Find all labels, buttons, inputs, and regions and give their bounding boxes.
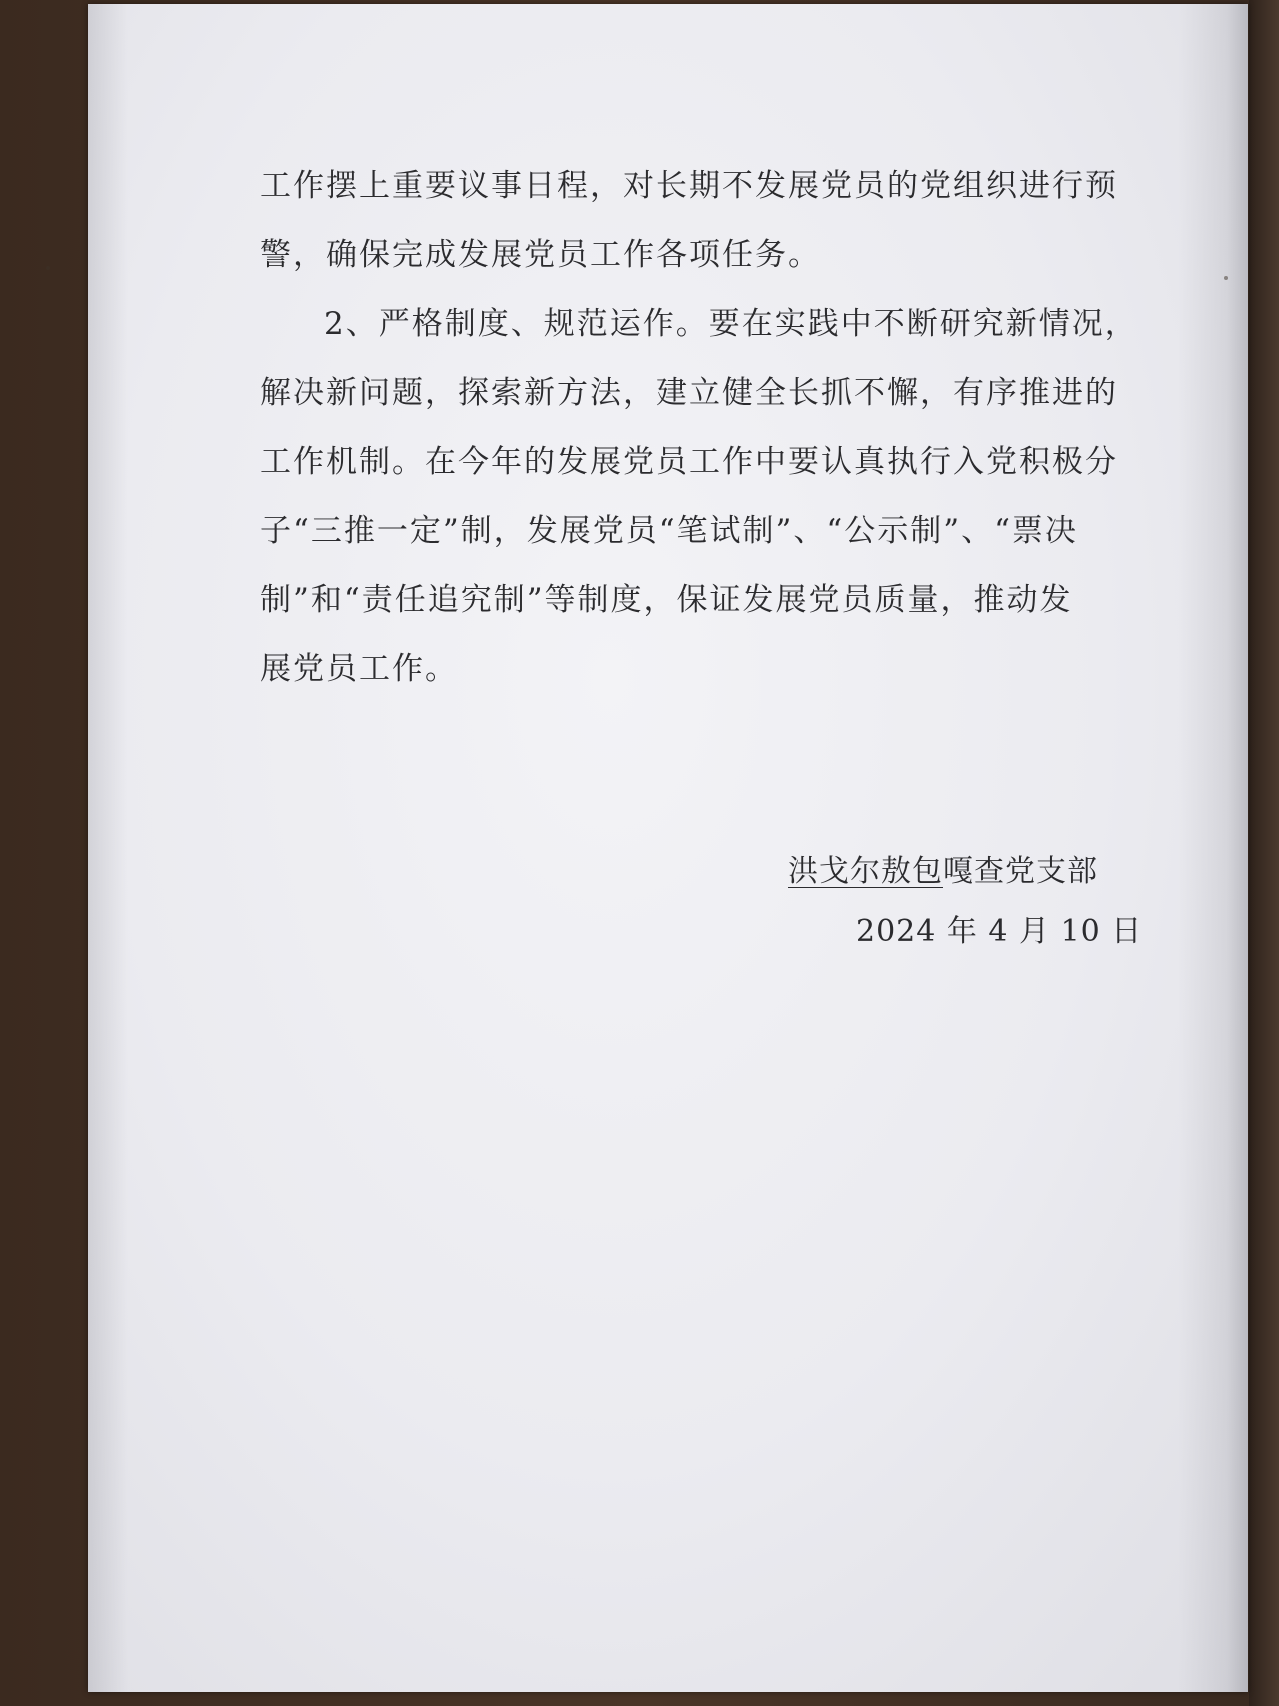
document-page — [88, 4, 1248, 1692]
body-line: 警，确保完成发展党员工作各项任务。 — [260, 237, 821, 273]
body-line: 2、严格制度、规范运作。要在实践中不断研究新情况， — [324, 306, 1138, 342]
document-date: 2024 年 4 月 10 日 — [856, 914, 1143, 949]
body-line: 展党员工作。 — [260, 651, 458, 687]
signature-block — [788, 842, 1142, 962]
document-body — [260, 152, 1190, 704]
body-line: 工作机制。在今年的发展党员工作中要认真执行入党积极分 — [260, 444, 1118, 480]
paper-shade-left — [88, 4, 128, 1692]
body-line: 子“三推一定”制，发展党员“笔试制”、“公示制”、“票决 — [260, 513, 1078, 549]
body-line: 解决新问题，探索新方法，建立健全长抓不懈，有序推进的 — [260, 375, 1118, 411]
organization-name-rest: 嘎查党支部 — [943, 854, 1098, 889]
signing-organization — [788, 842, 1142, 902]
table-background — [1249, 0, 1279, 1706]
organization-name-underlined: 洪戈尔敖包 — [788, 854, 943, 889]
body-line: 制”和“责任追究制”等制度，保证发展党员质量，推动发 — [260, 582, 1073, 618]
table-speck — [46, 266, 50, 270]
body-line: 工作摆上重要议事日程，对长期不发展党员的党组织进行预 — [260, 168, 1118, 204]
paper-speck — [1224, 276, 1228, 280]
